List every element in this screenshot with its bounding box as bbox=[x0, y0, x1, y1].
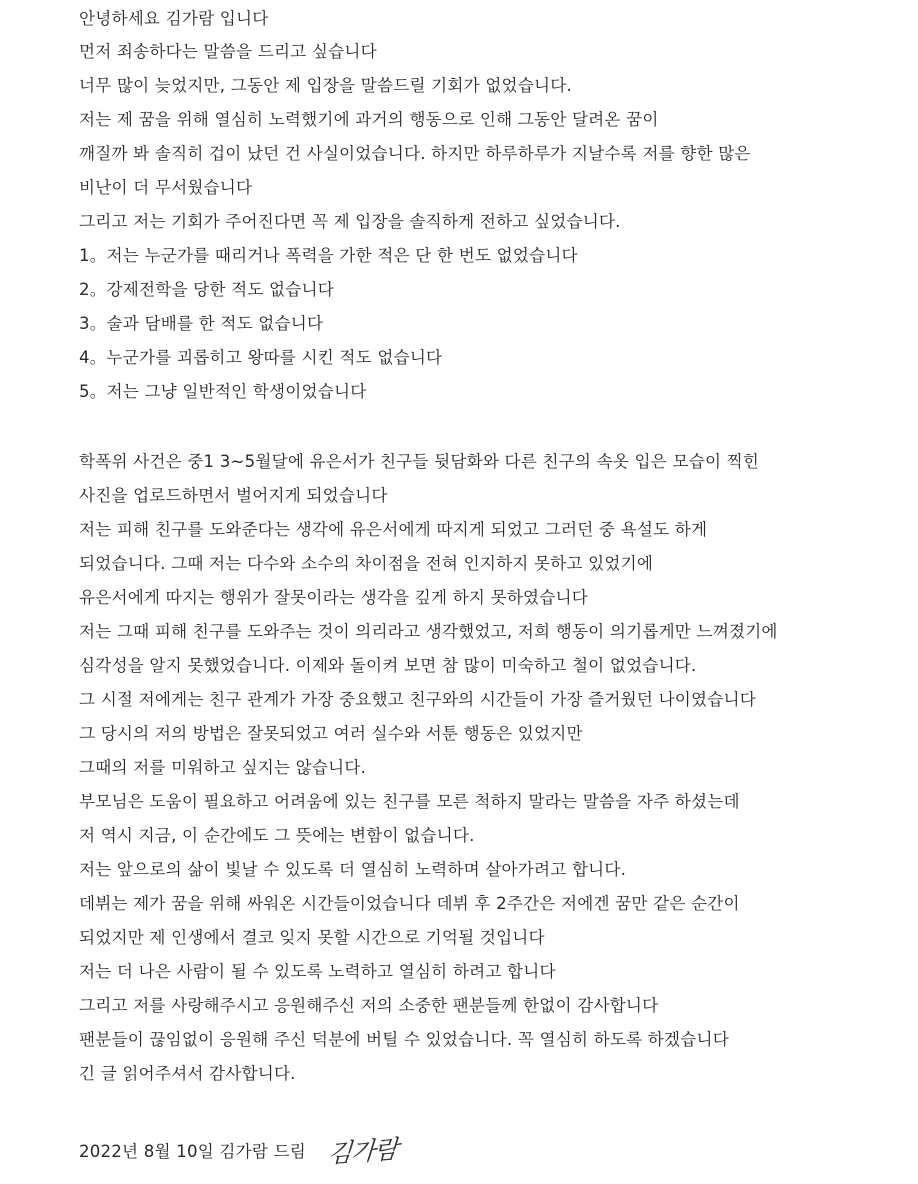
letter-line: 저는 제 꿈을 위해 열심히 노력했기에 과거의 행동으로 인해 그동안 달려온 꿈이 bbox=[79, 110, 659, 129]
letter-line: 깨질까 봐 솔직히 겁이 났던 건 사실이었습니다. 하지만 하루하루가 지날수록 저를 향한 많은 bbox=[79, 144, 751, 163]
letter-line: 팬분들이 끊임없이 응원해 주신 덕분에 버틸 수 있었습니다. 꼭 열심히 하도록 하겠습니다 bbox=[79, 1030, 729, 1049]
numbered-item: 5。저는 그냥 일반적인 학생이었습니다 bbox=[79, 382, 367, 401]
letter-line: 심각성을 알지 못했었습니다. 이제와 돌이켜 보면 참 많이 미숙하고 철이 없었습니다. bbox=[79, 656, 697, 675]
letter-line: 그리고 저를 사랑해주시고 응원해주신 저의 소중한 팬분들께 한없이 감사합니다 bbox=[79, 996, 659, 1015]
letter-line: 저는 그때 피해 친구를 도와주는 것이 의리라고 생각했었고, 저희 행동이 의기롭게만 느껴졌기에 bbox=[79, 622, 778, 641]
greeting-line: 안녕하세요 김가람 입니다 bbox=[79, 9, 269, 28]
letter-line: 저는 피해 친구를 도와준다는 생각에 유은서에게 따지게 되었고 그러던 중 욕설도 하게 bbox=[79, 520, 708, 539]
letter-line: 그때의 저를 미워하고 싶지는 않습니다. bbox=[79, 758, 367, 777]
handwritten-signature: 김가람 bbox=[327, 1134, 399, 1169]
letter-line: 데뷔는 제가 꿈을 위해 싸워온 시간들이었습니다 데뷔 후 2주간은 저에겐 꿈만 같은 순간이 bbox=[79, 894, 740, 913]
numbered-item: 2。강제전학을 당한 적도 없습니다 bbox=[79, 280, 334, 299]
letter-line: 유은서에게 따지는 행위가 잘못이라는 생각을 깊게 하지 못하였습니다 bbox=[79, 588, 588, 607]
closing-line: 긴 글 읽어주셔서 감사합니다. bbox=[79, 1064, 296, 1083]
signature-block bbox=[79, 1130, 398, 1170]
letter-line: 너무 많이 늦었지만, 그동안 제 입장을 말씀드릴 기회가 없었습니다. bbox=[79, 76, 572, 95]
letter-line: 그 당시의 저의 방법은 잘못되었고 여러 실수와 서툰 행동은 있었지만 bbox=[79, 724, 583, 743]
letter-line: 저는 앞으로의 삶이 빛날 수 있도록 더 열심히 노력하며 살아가려고 합니다. bbox=[79, 860, 627, 879]
apology-line: 먼저 죄송하다는 말씀을 드리고 싶습니다 bbox=[79, 42, 377, 61]
letter-line: 되었습니다. 그때 저는 다수와 소수의 차이점을 전혀 인지하지 못하고 있었기에 bbox=[79, 554, 654, 573]
letter-line: 저는 더 나은 사람이 될 수 있도록 노력하고 열심히 하려고 합니다 bbox=[79, 962, 556, 981]
letter-line: 그리고 저는 기회가 주어진다면 꼭 제 입장을 솔직하게 전하고 싶었습니다. bbox=[79, 212, 621, 231]
letter-line: 그 시절 저에게는 친구 관계가 가장 중요했고 친구와의 시간들이 가장 즐거웠던 나이였습니다 bbox=[79, 690, 756, 709]
letter-line: 사진을 업로드하면서 벌어지게 되었습니다 bbox=[79, 486, 388, 505]
letter-line: 비난이 더 무서웠습니다 bbox=[79, 178, 253, 197]
numbered-item: 3。술과 담배를 한 적도 없습니다 bbox=[79, 314, 324, 333]
date-line: 2022년 8월 10일 김가람 드림 bbox=[79, 1142, 307, 1161]
letter-line: 학폭위 사건은 중1 3~5월달에 유은서가 친구들 뒷담화와 다른 친구의 속옷 입은 모습이 찍힌 bbox=[79, 452, 760, 471]
numbered-item: 1。저는 누군가를 때리거나 폭력을 가한 적은 단 한 번도 없었습니다 bbox=[79, 246, 578, 265]
letter-line: 되었지만 제 인생에서 결코 잊지 못할 시간으로 기억될 것입니다 bbox=[79, 928, 545, 947]
letter-line: 부모님은 도움이 필요하고 어려움에 있는 친구를 모른 척하지 말라는 말씀을 자주 하셨는데 bbox=[79, 792, 740, 811]
numbered-item: 4。누군가를 괴롭히고 왕따를 시킨 적도 없습니다 bbox=[79, 348, 443, 367]
letter-line: 저 역시 지금, 이 순간에도 그 뜻에는 변함이 없습니다. bbox=[79, 826, 475, 845]
